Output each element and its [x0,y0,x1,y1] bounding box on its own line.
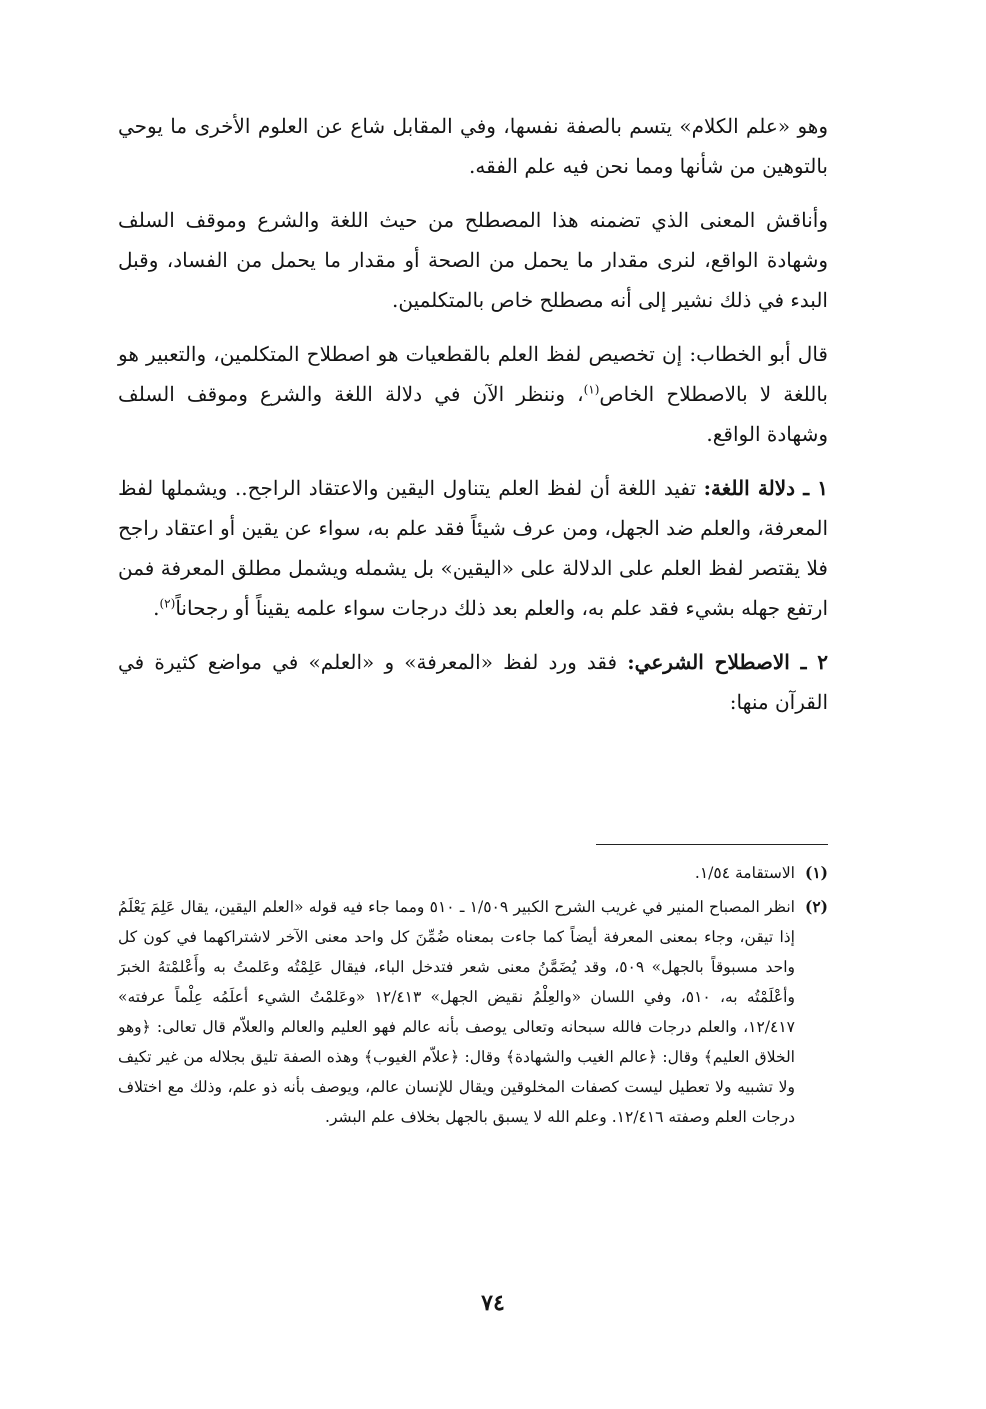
footnote-separator [596,844,828,845]
paragraph-text: قال أبو الخطاب: إن تخصيص لفظ العلم بالقطعيات هو اصطلاح المتكلمين، والتعبير هو باللغة لا بالاصطلاح الخاص [118,342,828,406]
paragraph-abu-alkhattab [118,334,828,454]
footnote-number: (٢) [804,897,828,916]
paragraph-discussion [118,200,828,320]
footnote-1 [118,858,828,888]
paragraph-sharia [118,642,828,722]
page-number: ٧٤ [481,1290,505,1316]
footnote-marker-1[interactable]: (١) [583,382,600,397]
paragraph-text: وأناقش المعنى الذي تضمنه هذا المصطلح من حيث اللغة والشرع وموقف السلف وشهادة الواقع، لنرى مقدار ما يحمل من الصحة أو مقدار ما يحمل من الفساد، وقبل البدء في ذلك نشير إلى أنه مصطلح خاص بالمتكلمين. [118,208,828,312]
section-heading-sharia: ٢ ـ الاصطلاح الشرعي: [627,650,828,674]
paragraph-text: تفيد اللغة أن لفظ العلم يتناول اليقين والاعتقاد الراجح.. ويشملها لفظ المعرفة، والعلم ضد الجهل، ومن عرف شيئاً فقد علم به، سواء عن يقين أو اعتقاد راجح فلا يقتصر لفظ العلم على الدلالة على «اليقين» بل يشمله ويشمل مطلق المعرفة فمن ارتفع جهله بشيء فقد علم به، والعلم بعد ذلك درجات سواء علمه يقيناً أو رجحاناً [118,476,828,620]
footnotes [118,858,828,1136]
paragraph-text: فقد ورد لفظ «المعرفة» و «العلم» في مواضع كثيرة في القرآن منها: [118,650,828,714]
footnote-text: الاستقامة ١/٥٤. [694,864,795,882]
paragraph-text: وهو «علم الكلام» يتسم بالصفة نفسها، وفي المقابل شاع عن العلوم الأخرى ما يوحي بالتوهين من شأنها ومما نحن فيه علم الفقه. [118,114,828,178]
footnote-text: انظر المصباح المنير في غريب الشرح الكبير ١/٥٠٩ ـ ٥١٠ ومما جاء فيه قوله «العلم اليقين، يقال عَلِمَ يَعْلَمُ إذا تيقن، وجاء بمعنى المعرفة أيضاً كما جاءت بمعناه ضُمِّنَ كل واحد معنى الآخر لاشتراكهما في كون كل واحد مسبوقاً بالجهل» ٥٠٩، وقد يُضَمَّنُ معنى شعر فتدخل الباء، فيقال عَلِمْتُه وعَلمتُ به وأَعْلمْتهُ الخبرَ وأعْلَمْتُه به، ٥١٠، وفي اللسان «والعِلْمُ نقيض الجهل» ١٢/٤١٣ «وعَلمْتُ الشيء أعلَمُه عِلْماً عرفته» ١٢/٤١٧، والعلم درجات فالله سبحانه وتعالى يوصف بأنه عالم فهو العليم والعالم والعلاّم قال تعالى: ﴿وهو الخلاق العليم﴾ وقال: ﴿عالم الغيب والشهادة﴾ وقال: ﴿علاّم الغيوب﴾ وهذه الصفة تليق بجلاله من غير تكيف ولا تشبيه ولا تعطيل ليست كصفات المخلوقين ويقال للإنسان عالم، ويوصف بأنه ذو علم، وذلك مع اختلاف درجات العلم وصفته ١٢/٤١٦. وعلم الله لا يسبق بالجهل بخلاف علم البشر. [118,898,795,1126]
paragraph-language [118,468,828,628]
footnote-number: (١) [804,863,828,882]
main-text [118,106,828,736]
footnote-2 [118,892,828,1132]
footnote-marker-2[interactable]: (٢) [159,596,176,611]
paragraph-text: ، وننظر الآن في دلالة اللغة والشرع وموقف السلف وشهادة الواقع. [118,382,828,446]
paragraph-intro [118,106,828,186]
paragraph-text: . [153,596,160,620]
section-heading-language: ١ ـ دلالة اللغة: [703,476,828,500]
